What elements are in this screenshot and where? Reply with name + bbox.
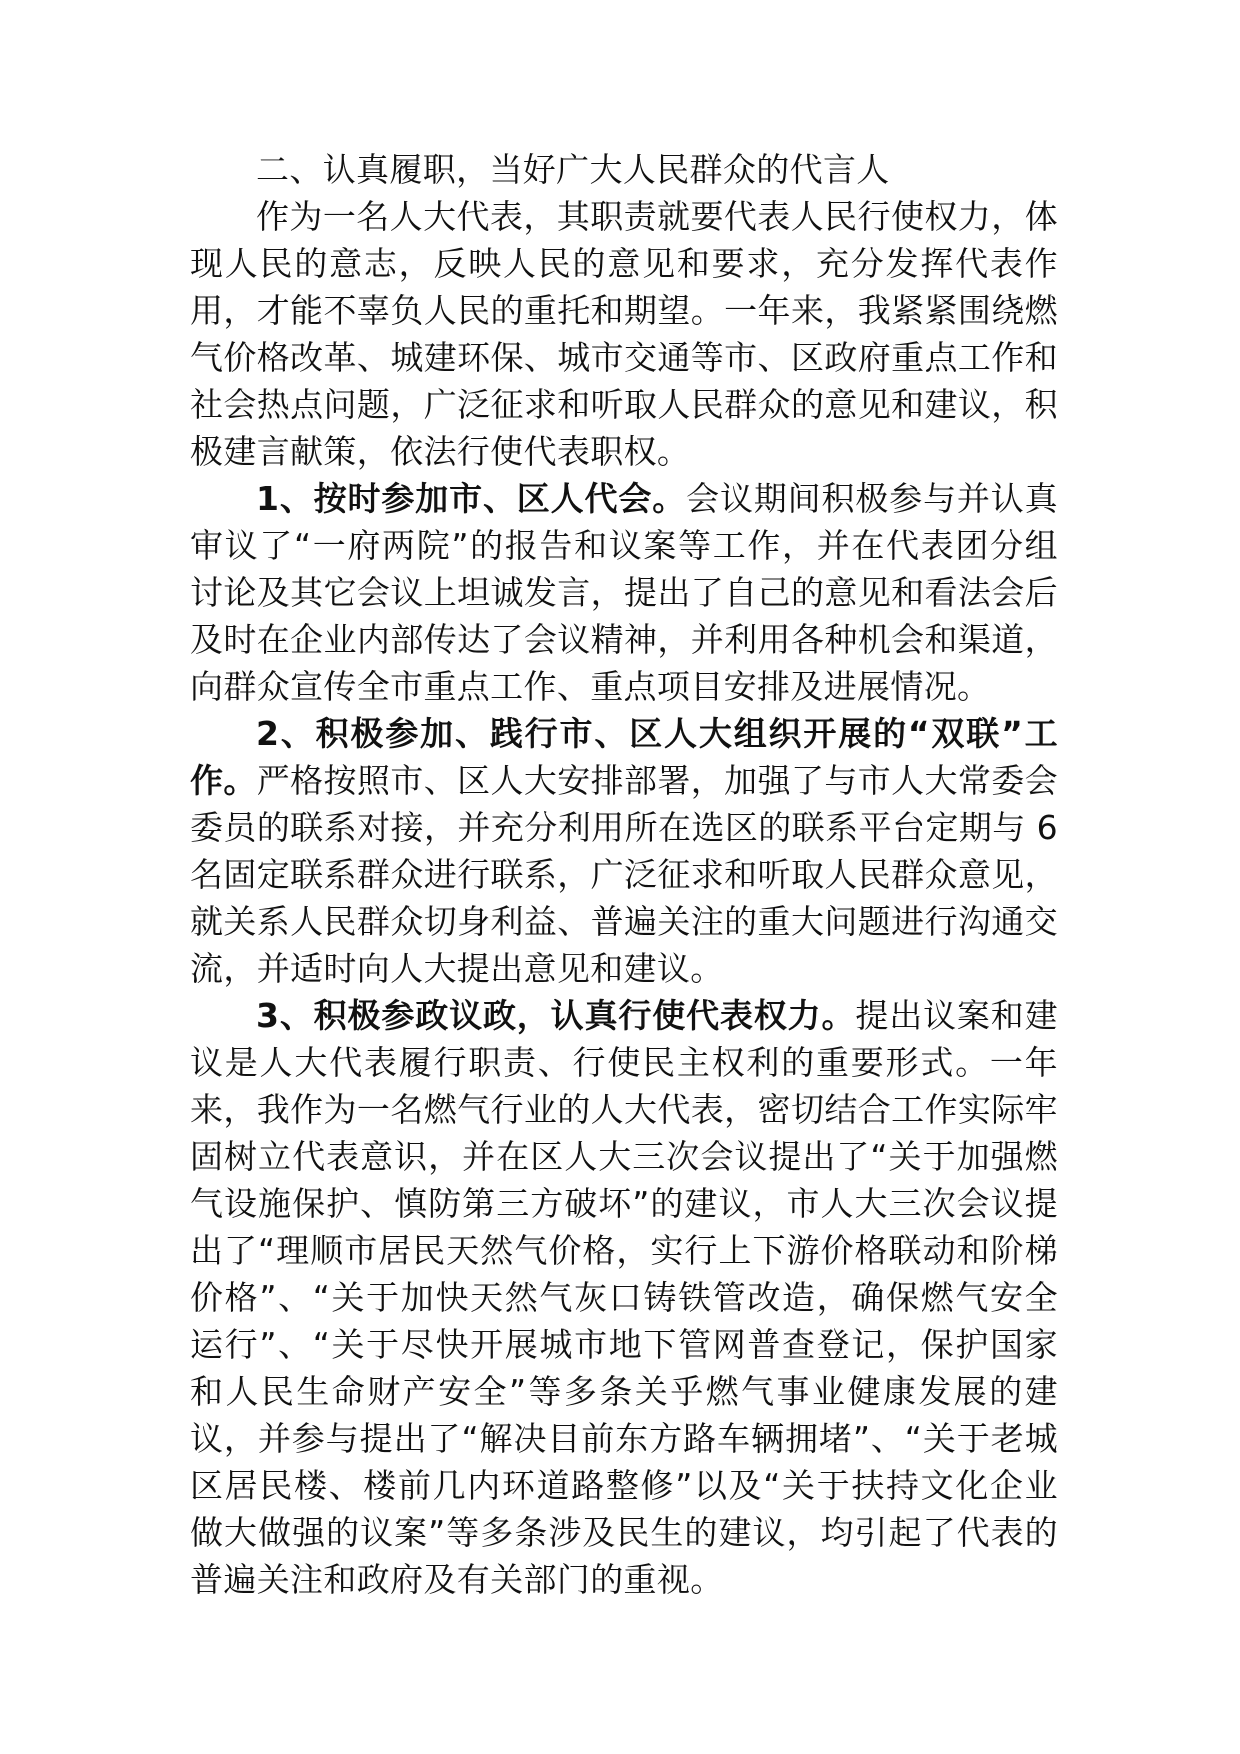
item-body-2: 严格按照市、区人大安排部署，加强了与市人大常委会委员的联系对接，并充分利用所在选区的联系平台定期与 6 名固定联系群众进行联系，广泛征求和听取人民群众意见，就关系人民群众切身利益、普遍关注的重大问题进行沟通交流，并适时向人大提出意见和建议。 [190, 761, 1059, 988]
item-heading-1: 1、按时参加市、区人代会。 [256, 479, 687, 518]
intro-paragraph: 作为一名人大代表，其职责就要代表人民行使权力，体现人民的意志，反映人民的意见和要求，充分发挥代表作用，才能不辜负人民的重托和期望。一年来，我紧紧围绕燃气价格改革、城建环保、城市交通等市、区政府重点工作和社会热点问题，广泛征求和听取人民群众的意见和建议，积极建言献策，依法行使代表职权。 [190, 197, 1058, 471]
item-paragraph-2 [190, 710, 1058, 992]
document-page [190, 146, 1058, 1603]
item-heading-3: 3、积极参政议政，认真行使代表权力。 [256, 996, 856, 1035]
item-paragraph-3 [190, 992, 1058, 1603]
item-paragraph-1 [190, 475, 1058, 710]
section-heading: 二、认真履职，当好广大人民群众的代言人 [256, 150, 890, 189]
item-body-1: 会议期间积极参与并认真审议了“一府两院”的报告和议案等工作，并在代表团分组讨论及其它会议上坦诚发言，提出了自己的意见和看法会后及时在企业内部传达了会议精神，并利用各种机会和渠道，向群众宣传全市重点工作、重点项目安排及进展情况。 [190, 479, 1058, 706]
item-heading-2: 2、积极参加、践行市、区人大组织开展的“双联”工作。 [190, 714, 1058, 800]
item-body-3: 提出议案和建议是人大代表履行职责、行使民主权利的重要形式。一年来，我作为一名燃气行业的人大代表，密切结合工作实际牢固树立代表意识，并在区人大三次会议提出了“关于加强燃气设施保护、慎防第三方破坏”的建议，市人大三次会议提出了“理顺市居民天然气价格，实行上下游价格联动和阶梯价格”、“关于加快天然气灰口铸铁管改造，确保燃气安全运行”、“关于尽快开展城市地下管网普查登记，保护国家和人民生命财产安全”等多条关乎燃气事业健康发展的建议，并参与提出了“解决目前东方路车辆拥堵”、“关于老城区居民楼、楼前几内环道路整修”以及“关于扶持文化企业做大做强的议案”等多条涉及民生的建议，均引起了代表的普遍关注和政府及有关部门的重视。 [190, 996, 1058, 1599]
